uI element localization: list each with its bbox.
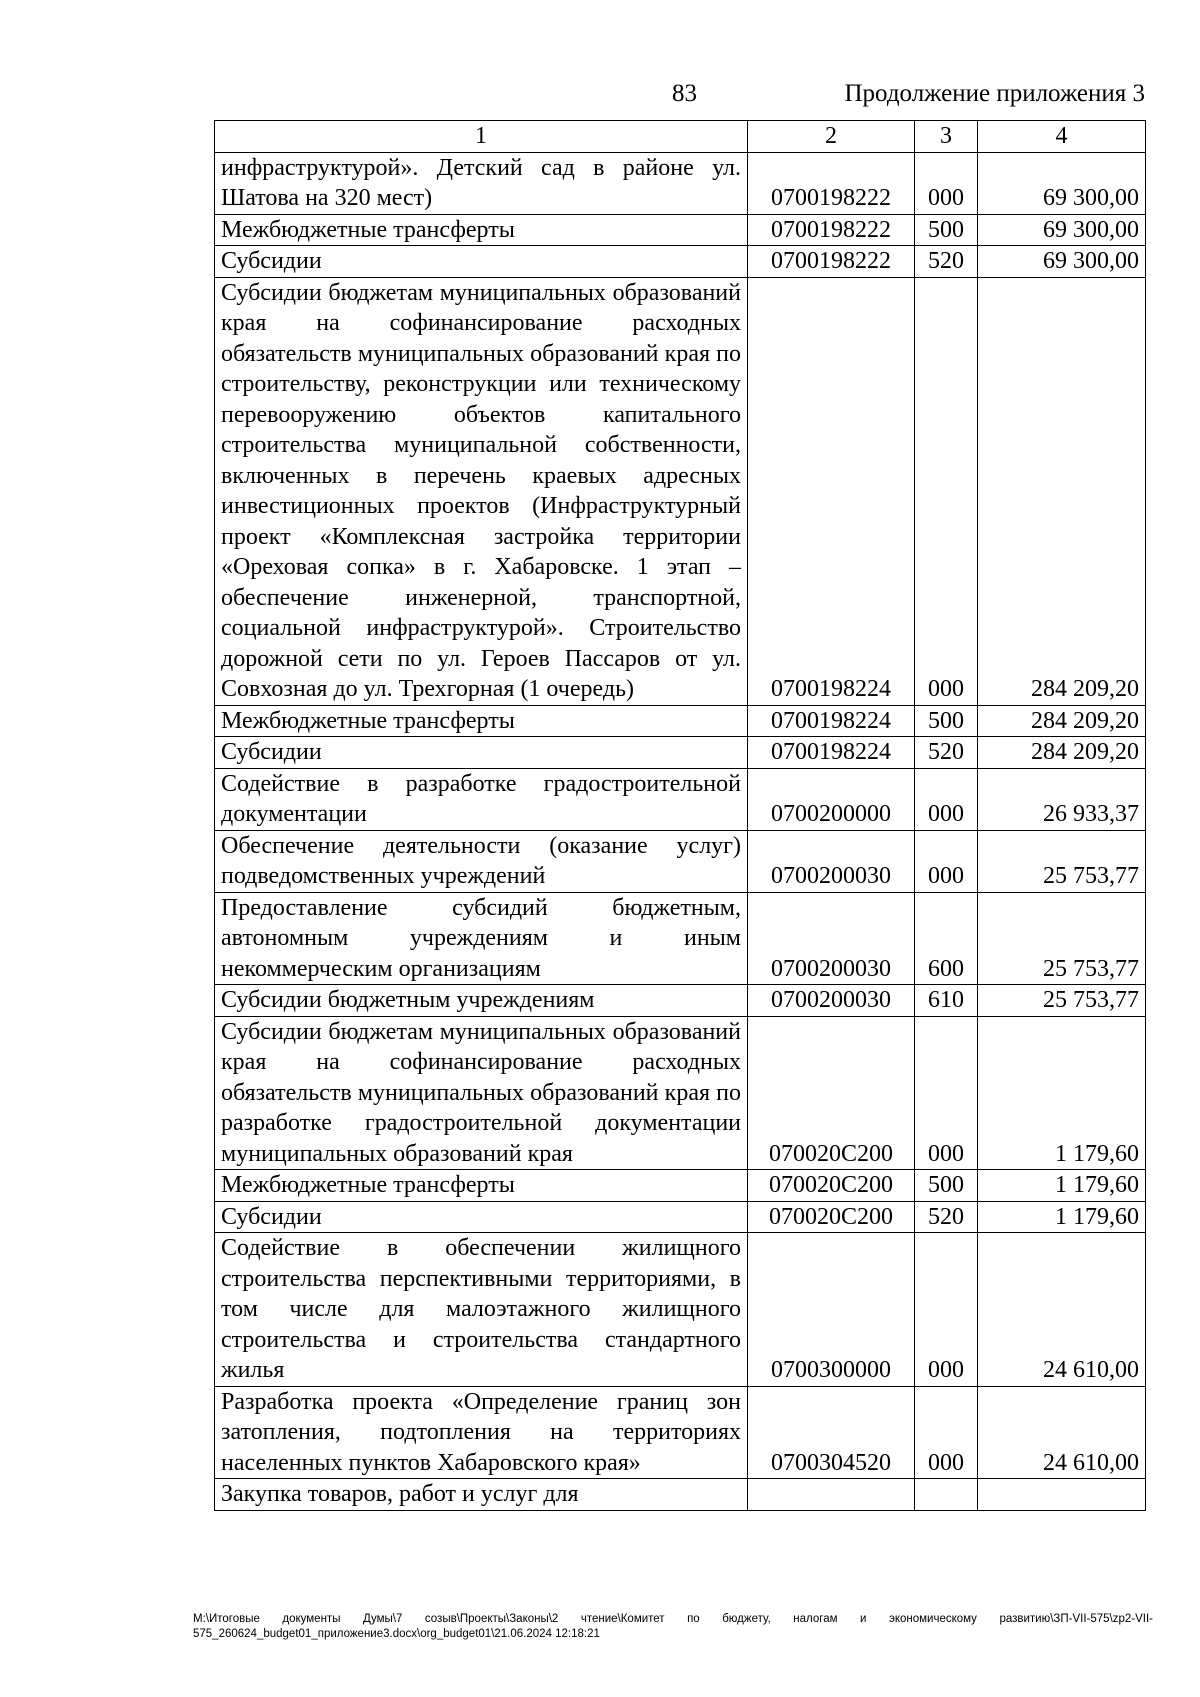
- table-row: [215, 705, 1146, 737]
- row-expense-type-cell: 520: [915, 737, 978, 769]
- column-header-2: 2: [748, 121, 915, 153]
- row-expense-type-cell: 520: [915, 1201, 978, 1233]
- row-expense-type-cell: 000: [915, 768, 978, 830]
- row-code-cell: 0700200030: [748, 830, 915, 892]
- row-amount-cell: 1 179,60: [978, 1016, 1146, 1170]
- row-name-cell: инфраструктурой». Детский сад в районе ул. Шатова на 320 мест): [215, 152, 748, 214]
- row-amount-cell: 26 933,37: [978, 768, 1146, 830]
- row-name-cell: Закупка товаров, работ и услуг для: [215, 1479, 748, 1511]
- row-name-cell: Предоставление субсидий бюджетным, автономным учреждениям и иным некоммерческим организациям: [215, 892, 748, 985]
- row-amount-cell: 24 610,00: [978, 1386, 1146, 1479]
- row-code-cell: 0700198224: [748, 705, 915, 737]
- row-expense-type-cell: 000: [915, 830, 978, 892]
- table-row: [215, 1170, 1146, 1202]
- table-row: [215, 1479, 1146, 1511]
- budget-table: [214, 120, 1146, 1511]
- row-name-cell: Субсидии: [215, 737, 748, 769]
- row-expense-type-cell: 000: [915, 1386, 978, 1479]
- column-header-4: 4: [978, 121, 1146, 153]
- table-row: [215, 737, 1146, 769]
- row-code-cell: 0700198222: [748, 214, 915, 246]
- row-code-cell: 070020С200: [748, 1201, 915, 1233]
- row-amount-cell: 284 209,20: [978, 277, 1146, 705]
- row-code-cell: 0700198224: [748, 277, 915, 705]
- row-code-cell: 0700200030: [748, 985, 915, 1017]
- row-expense-type-cell: 500: [915, 705, 978, 737]
- row-amount-cell: 69 300,00: [978, 246, 1146, 278]
- row-amount-cell: 1 179,60: [978, 1170, 1146, 1202]
- table-row: [215, 985, 1146, 1017]
- row-amount-cell: 69 300,00: [978, 214, 1146, 246]
- row-amount-cell: 69 300,00: [978, 152, 1146, 214]
- row-name-cell: Содействие в обеспечении жилищного строительства перспективными территориями, в том числе для малоэтажного жилищного строительства и строительства стандартного жилья: [215, 1233, 748, 1387]
- row-name-cell: Межбюджетные трансферты: [215, 705, 748, 737]
- table-row: [215, 768, 1146, 830]
- row-amount-cell: 284 209,20: [978, 705, 1146, 737]
- row-amount-cell: [978, 1479, 1146, 1511]
- row-name-cell: Межбюджетные трансферты: [215, 214, 748, 246]
- row-code-cell: 0700198224: [748, 737, 915, 769]
- row-amount-cell: 284 209,20: [978, 737, 1146, 769]
- row-code-cell: 0700198222: [748, 246, 915, 278]
- row-name-cell: Межбюджетные трансферты: [215, 1170, 748, 1202]
- row-amount-cell: 24 610,00: [978, 1233, 1146, 1387]
- table-row: [215, 152, 1146, 214]
- row-expense-type-cell: 000: [915, 152, 978, 214]
- page-number: 83: [672, 80, 697, 107]
- row-name-cell: Субсидии бюджетным учреждениям: [215, 985, 748, 1017]
- column-header-3: 3: [915, 121, 978, 153]
- table-row: [215, 1016, 1146, 1170]
- row-code-cell: 0700304520: [748, 1386, 915, 1479]
- table-row: [215, 214, 1146, 246]
- file-path-footer: M:\Итоговые документы Думы\7 созыв\Проекты\Законы\2 чтение\Комитет по бюджету, налогам и экономическому развитию\ЗП-VII-575\zp2-VII-575_260624_budget01_приложение3.docx\org_budget01\21.06.2024 12:18:21: [193, 1613, 1153, 1640]
- row-expense-type-cell: 000: [915, 1233, 978, 1387]
- row-name-cell: Содействие в разработке градостроительной документации: [215, 768, 748, 830]
- row-code-cell: 0700200030: [748, 892, 915, 985]
- column-header-1: 1: [215, 121, 748, 153]
- table-row: [215, 1201, 1146, 1233]
- row-code-cell: [748, 1479, 915, 1511]
- row-code-cell: 0700198222: [748, 152, 915, 214]
- table-row: [215, 1386, 1146, 1479]
- continuation-title: Продолжение приложения 3: [844, 80, 1145, 107]
- table-row: [215, 830, 1146, 892]
- table-row: [215, 277, 1146, 705]
- row-expense-type-cell: 610: [915, 985, 978, 1017]
- row-expense-type-cell: 520: [915, 246, 978, 278]
- row-expense-type-cell: 000: [915, 277, 978, 705]
- table-header-row: [215, 121, 1146, 153]
- table-row: [215, 1233, 1146, 1387]
- row-amount-cell: 25 753,77: [978, 830, 1146, 892]
- row-code-cell: 070020С200: [748, 1170, 915, 1202]
- row-name-cell: Разработка проекта «Определение границ зон затопления, подтопления на территориях населенных пунктов Хабаровского края»: [215, 1386, 748, 1479]
- table-row: [215, 246, 1146, 278]
- row-name-cell: Субсидии бюджетам муниципальных образований края на софинансирование расходных обязательств муниципальных образований края по разработке градостроительной документации муниципальных образований края: [215, 1016, 748, 1170]
- row-name-cell: Обеспечение деятельности (оказание услуг) подведомственных учреждений: [215, 830, 748, 892]
- row-name-cell: Субсидии: [215, 246, 748, 278]
- row-expense-type-cell: 500: [915, 1170, 978, 1202]
- row-expense-type-cell: 600: [915, 892, 978, 985]
- row-name-cell: Субсидии бюджетам муниципальных образований края на софинансирование расходных обязательств муниципальных образований края по строительству, реконструкции или техническому перевооружению объектов капитального строительства муниципальной собственности, включенных в перечень краевых адресных инвестиционных проектов (Инфраструктурный проект «Комплексная застройка территории «Ореховая сопка» в г. Хабаровске. 1 этап – обеспечение инженерной, транспортной, социальной инфраструктурой». Строительство дорожной сети по ул. Героев Пассаров от ул. Совхозная до ул. Трехгорная (1 очередь): [215, 277, 748, 705]
- row-expense-type-cell: 000: [915, 1016, 978, 1170]
- row-code-cell: 0700300000: [748, 1233, 915, 1387]
- row-amount-cell: 1 179,60: [978, 1201, 1146, 1233]
- row-expense-type-cell: [915, 1479, 978, 1511]
- row-code-cell: 070020С200: [748, 1016, 915, 1170]
- row-code-cell: 0700200000: [748, 768, 915, 830]
- row-name-cell: Субсидии: [215, 1201, 748, 1233]
- row-amount-cell: 25 753,77: [978, 985, 1146, 1017]
- row-amount-cell: 25 753,77: [978, 892, 1146, 985]
- table-row: [215, 892, 1146, 985]
- row-expense-type-cell: 500: [915, 214, 978, 246]
